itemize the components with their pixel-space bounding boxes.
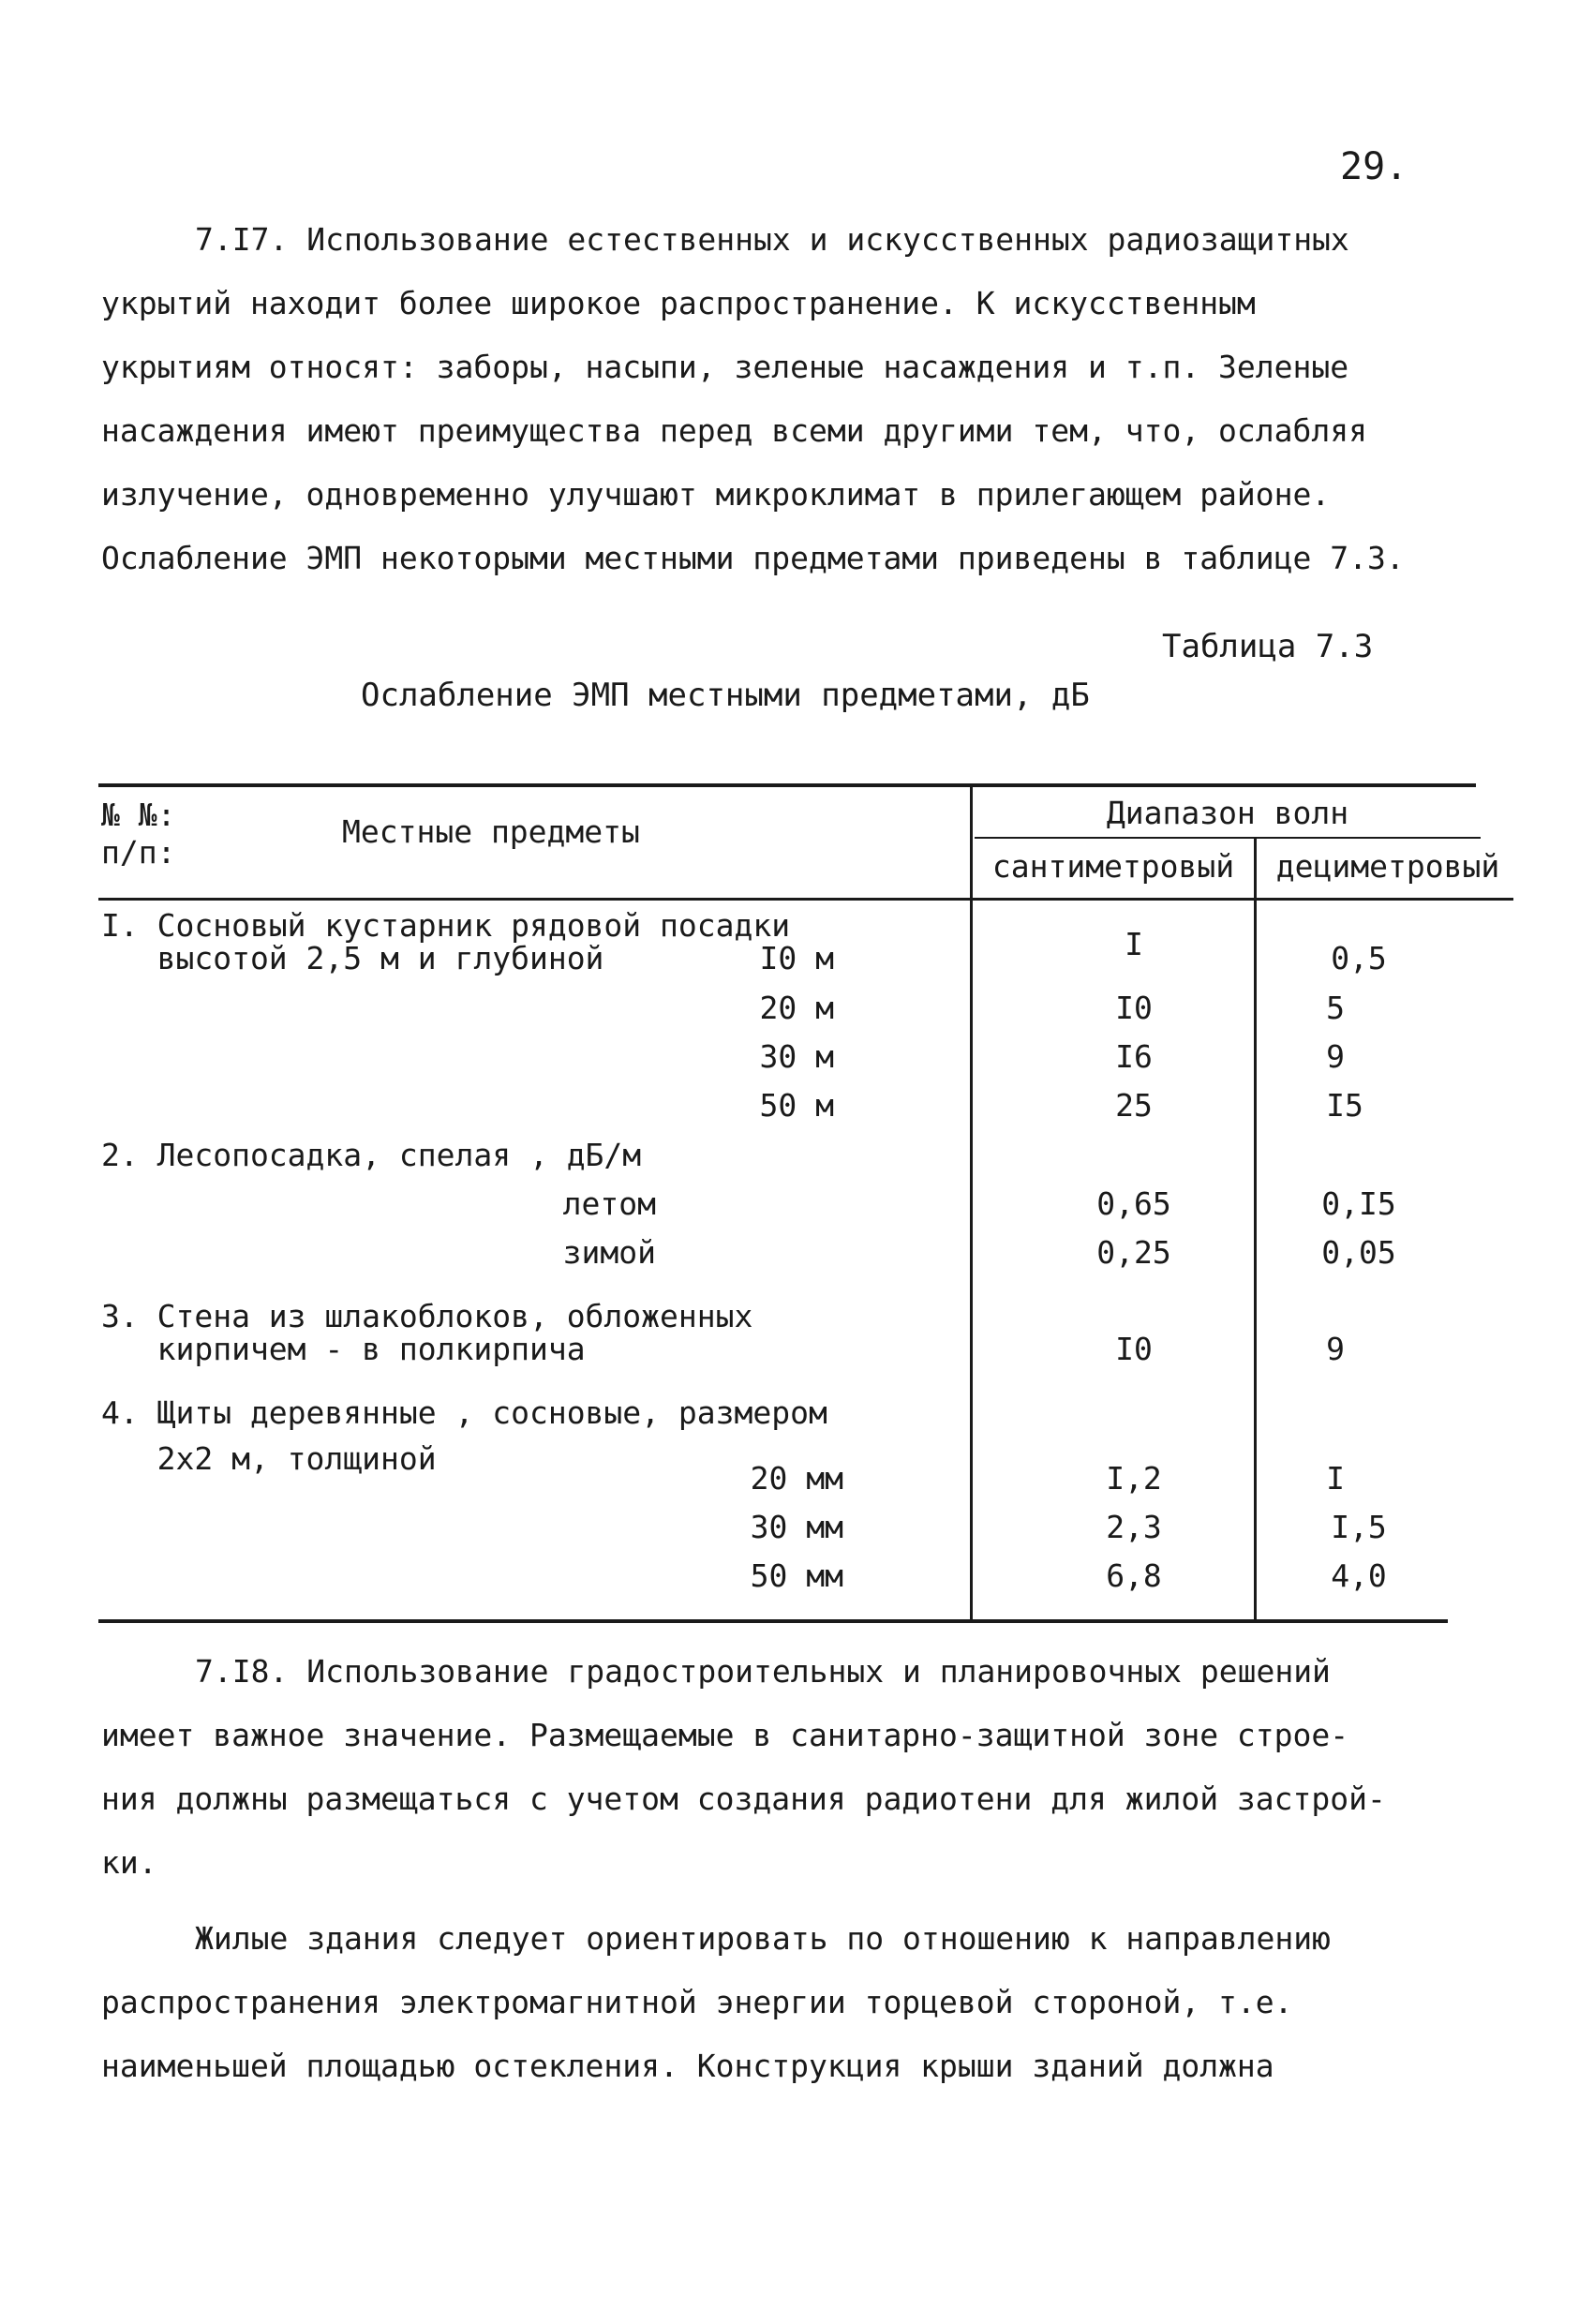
text-line: ки. xyxy=(101,1844,157,1881)
row-dm: 9 xyxy=(1326,1331,1345,1367)
text-line: укрытиям относят: заборы, насыпи, зеленые насаждения и т.п. Зеленые xyxy=(101,349,1349,385)
table-top-rule xyxy=(98,783,1476,787)
text-line: Ослабление ЭМП некоторыми местными предметами приведены в таблице 7.3. xyxy=(101,540,1405,576)
row-sub: 50 мм xyxy=(750,1557,843,1594)
row-dm: I xyxy=(1326,1460,1345,1497)
intro-paragraph xyxy=(101,208,1488,590)
text-line: 7.I7. Использование естественных и искусственных радиозащитных xyxy=(195,221,1349,258)
header-number-1: № №: xyxy=(101,797,176,833)
row-dm: 0,I5 xyxy=(1321,1185,1396,1222)
text-line: насаждения имеют преимущества перед всеми другими тем, что, ослабляя xyxy=(101,412,1368,449)
text-line: Жилые здания следует ориентировать по отношению к направлению xyxy=(195,1920,1331,1957)
page-number: 29. xyxy=(1340,145,1408,188)
table-title: Ослабление ЭМП местными предметами, дБ xyxy=(361,677,1090,714)
row-text: 2х2 м, толщиной xyxy=(101,1440,437,1477)
row-text: 4. Щиты деревянные , сосновые, размером xyxy=(101,1394,827,1431)
text-line: распространения электромагнитной энергии торцевой стороной, т.е. xyxy=(101,1984,1293,2020)
row-cm: 2,3 xyxy=(1106,1509,1162,1545)
row-dm: 5 xyxy=(1326,990,1345,1026)
row-text: 2. Лесопосадка, спелая , дБ/м xyxy=(101,1137,642,1173)
text-line: имеет важное значение. Размещаемые в санитарно-защитной зоне строе- xyxy=(101,1717,1349,1753)
section-7-18-paragraph xyxy=(101,1640,1488,1895)
row-text: 3. Стена из шлакоблоков, обложенных xyxy=(101,1298,753,1334)
row-cm: I0 xyxy=(1115,1331,1153,1367)
row-cm: 6,8 xyxy=(1106,1557,1162,1594)
header-bottom-rule xyxy=(98,898,1513,901)
range-underline xyxy=(975,837,1481,839)
row-dm: I5 xyxy=(1326,1087,1363,1124)
row-sub: 30 м xyxy=(759,1038,834,1075)
text-line: излучение, одновременно улучшают микроклимат в прилегающем районе. xyxy=(101,476,1331,513)
row-sub: 20 м xyxy=(759,990,834,1026)
row-sub: зимой xyxy=(562,1234,656,1271)
header-centimeter: сантиметровый xyxy=(991,848,1235,885)
header-decimeter: дециметровый xyxy=(1275,848,1500,885)
row-cm: I6 xyxy=(1115,1038,1153,1075)
header-range: Диапазон волн xyxy=(1106,795,1349,831)
row-text: высотой 2,5 м и глубиной xyxy=(101,940,604,976)
row-cm: I xyxy=(1125,926,1143,962)
header-objects: Местные предметы xyxy=(342,813,640,850)
row-cm: I0 xyxy=(1115,990,1153,1026)
row-dm: 4,0 xyxy=(1331,1557,1387,1594)
row-cm: I,2 xyxy=(1106,1460,1162,1497)
row-dm: 9 xyxy=(1326,1038,1345,1075)
text-line: наименьшей площадью остекления. Конструкция крыши зданий должна xyxy=(101,2048,1274,2084)
row-dm: I,5 xyxy=(1331,1509,1387,1545)
row-text: кирпичем - в полкирпича xyxy=(101,1331,586,1367)
row-sub: I0 м xyxy=(759,940,834,976)
row-sub: 30 мм xyxy=(750,1509,843,1545)
table-bottom-rule xyxy=(98,1619,1448,1623)
row-sub: 50 м xyxy=(759,1087,834,1124)
row-dm: 0,5 xyxy=(1331,940,1387,976)
table-label: Таблица 7.3 xyxy=(1162,628,1374,665)
row-cm: 0,25 xyxy=(1096,1234,1171,1271)
text-line: ния должны размещаться с учетом создания радиотени для жилой застрой- xyxy=(101,1780,1386,1817)
row-cm: 0,65 xyxy=(1096,1185,1171,1222)
residential-paragraph xyxy=(101,1907,1488,2098)
row-sub: летом xyxy=(562,1185,656,1222)
column-divider-range xyxy=(1254,839,1257,1619)
header-number-2: п/п: xyxy=(101,834,176,871)
text-line: укрытий находит более широкое распространение. К искусственным xyxy=(101,285,1256,321)
column-divider-objects xyxy=(970,787,973,1619)
row-cm: 25 xyxy=(1115,1087,1153,1124)
text-line: 7.I8. Использование градостроительных и планировочных решений xyxy=(195,1653,1331,1690)
row-sub: 20 мм xyxy=(750,1460,843,1497)
row-text: I. Сосновый кустарник рядовой посадки xyxy=(101,907,791,944)
row-dm: 0,05 xyxy=(1321,1234,1396,1271)
